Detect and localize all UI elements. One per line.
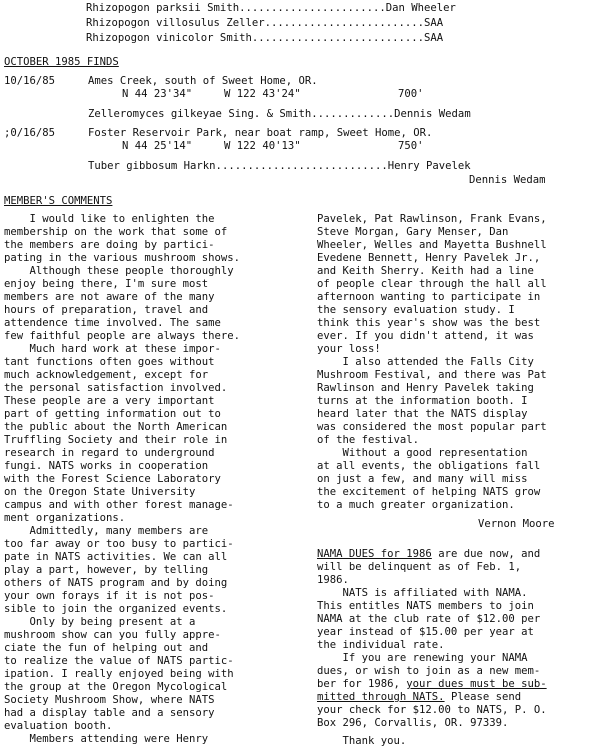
text-line: tant functions often goes without	[4, 356, 215, 368]
text-line: I would like to enlighten the	[4, 213, 215, 225]
text-line: pate in NATS activities. We can all	[4, 551, 228, 563]
text-line: the sensory evaluation study. I	[317, 304, 515, 316]
text-line: pating in the various mushroom shows.	[4, 252, 240, 264]
text-line: on just a few, and many will miss	[317, 473, 528, 485]
find-coords: N 44 25'14" W 122 40'13"	[122, 140, 301, 152]
text-line: ciate the fun of helping out and	[4, 642, 209, 654]
text-line: turns at the information booth. I	[317, 395, 528, 407]
text-line: dues, or wish to join as a new mem-	[317, 665, 541, 677]
text-line: to a much greater organization.	[317, 499, 515, 511]
text-line: the personal satisfaction involved.	[4, 382, 228, 394]
find-species: Tuber gibbosum Harkn...........................Henry Pavelek	[88, 160, 471, 172]
text-line: evaluation booth.	[4, 720, 113, 732]
text-line: Rawlinson and Henry Pavelek taking	[317, 382, 534, 394]
text-line: year instead of $15.00 per year at	[317, 626, 534, 638]
text-line: sible to join the organized events.	[4, 603, 228, 615]
text-line: others of NATS program and by doing	[4, 577, 228, 589]
text-line: of people clear through the hall all	[317, 278, 547, 290]
dues-heading: NAMA DUES for 1986	[317, 548, 432, 560]
text-line: afternoon wanting to participate in	[317, 291, 541, 303]
text-line: your loss!	[317, 343, 381, 355]
text-line: the group at the Oregon Mycological	[4, 681, 228, 693]
find-elevation: 750'	[398, 140, 424, 152]
text-line: Much hard work at these impor-	[4, 343, 221, 355]
text-line: Truffling Society and their role in	[4, 434, 228, 446]
text-line: Evedene Bennett, Henry Pavelek Jr.,	[317, 252, 541, 264]
leader-dots: .............	[311, 108, 395, 120]
text-line: much acknowledgement, except for	[4, 369, 209, 381]
comments-heading: MEMBER'S COMMENTS	[4, 195, 113, 207]
dues-line: mitted through NATS. Please send	[317, 691, 522, 703]
dues-body	[317, 561, 540, 678]
text-line: the excitement of helping NATS grow	[317, 486, 541, 498]
text-line: 1986.	[317, 574, 349, 586]
find-elevation: 700'	[398, 88, 424, 100]
text-line: part of getting information out to	[4, 408, 221, 420]
find-species: Zelleromyces gilkeyae Sing. & Smith.............Dennis Wedam	[88, 108, 471, 120]
text-line: your own forays if it is not pos-	[4, 590, 215, 602]
find-location: Ames Creek, south of Sweet Home, OR.	[88, 75, 318, 87]
text-line: ipation. I really enjoyed being with	[4, 668, 234, 680]
find-date: 10/16/85	[4, 75, 56, 87]
text-line: NATS is affiliated with NAMA.	[317, 587, 528, 599]
text-line: I also attended the Falls City	[317, 356, 534, 368]
species-line: Rhizopogon vinicolor Smith...........................SAA	[86, 32, 444, 44]
dues-line: Box 296, Corvallis, OR. 97339.	[317, 717, 509, 729]
text-line: NAMA at the club rate of $12.00 per	[317, 613, 541, 625]
right-column	[317, 213, 547, 512]
text-line: ever. If you didn't attend, it was	[317, 330, 534, 342]
find-collector: Dennis Wedam	[469, 174, 546, 186]
text-line: This entitles NATS members to join	[317, 600, 534, 612]
thanks: Thank you.	[317, 735, 407, 747]
leader-dots: ..........................	[221, 160, 388, 172]
text-line: membership on the work that some of	[4, 226, 228, 238]
finds-heading: OCTOBER 1985 FINDS	[4, 56, 119, 68]
text-line: mushroom show can you fully appre-	[4, 629, 221, 641]
text-line: was considered the most popular part	[317, 421, 547, 433]
find-location: Foster Reservoir Park, near boat ramp, Sweet Home, OR.	[88, 127, 433, 139]
text-line: Although these people thoroughly	[4, 265, 234, 277]
text-line: heard later that the NATS display	[317, 408, 528, 420]
text-line: to realize the value of NATS partic-	[4, 655, 234, 667]
text-line: ment organizations.	[4, 512, 126, 524]
species-line: Rhizopogon villosulus Zeller.........................SAA	[86, 17, 444, 29]
text-line: fungi. NATS works in cooperation	[4, 460, 209, 472]
leader-dots: .......................	[239, 2, 386, 14]
text-line: the members are doing by partici-	[4, 239, 215, 251]
text-line: Admittedly, many members are	[4, 525, 209, 537]
find-coords: N 44 23'34" W 122 43'24"	[122, 88, 301, 100]
text-line: Wheeler, Welles and Mayetta Bushnell	[317, 239, 547, 251]
text-line: campus and with other forest manage-	[4, 499, 234, 511]
text-line: members are not aware of the many	[4, 291, 215, 303]
left-column	[4, 213, 240, 746]
text-line: These people are a very important	[4, 395, 215, 407]
text-line: had a display table and a sensory	[4, 707, 215, 719]
species-line: Rhizopogon parksii Smith.......................Dan Wheeler	[86, 2, 456, 14]
signature: Vernon Moore	[478, 518, 555, 530]
text-line: Without a good representation	[317, 447, 528, 459]
text-line: Mushroom Festival, and there was Pat	[317, 369, 547, 381]
text-line: enjoy being there, I'm sure most	[4, 278, 209, 290]
text-line: hours of preparation, travel and	[4, 304, 209, 316]
text-line: at all events, the obligations fall	[317, 460, 541, 472]
find-date: ;0/16/85	[4, 127, 56, 139]
text-line: too far away or too busy to partici-	[4, 538, 234, 550]
dues-line: your check for $12.00 to NATS, P. O.	[317, 704, 547, 716]
leader-dots: ...........................	[251, 32, 425, 44]
text-line: of the festival.	[317, 434, 420, 446]
text-line: the public about the North American	[4, 421, 228, 433]
text-line: Only by being present at a	[4, 616, 196, 628]
text-line: on the Oregon State University	[4, 486, 196, 498]
text-line: Members attending were Henry	[4, 733, 209, 745]
text-line: Pavelek, Pat Rawlinson, Frank Evans,	[317, 213, 547, 225]
text-line: research in regard to underground	[4, 447, 215, 459]
text-line: think this year's show was the best	[317, 317, 541, 329]
dues-line: ber for 1986, your dues must be sub-	[317, 678, 547, 690]
text-line: Steve Morgan, Gary Menser, Dan	[317, 226, 509, 238]
text-line: will be delinquent as of Feb. 1,	[317, 561, 522, 573]
dues-first-line: NAMA DUES for 1986 are due now, and	[317, 548, 541, 560]
text-line: attendence time involved. The same	[4, 317, 221, 329]
text-line: Society Mushroom Show, where NATS	[4, 694, 215, 706]
text-line: the individual rate.	[317, 639, 445, 651]
text-line: few faithful people are always there.	[4, 330, 240, 342]
text-line: and Keith Sherry. Keith had a line	[317, 265, 534, 277]
text-line: If you are renewing your NAMA	[317, 652, 528, 664]
text-line: play a part, however, by telling	[4, 564, 209, 576]
text-line: with the Forest Science Laboratory	[4, 473, 221, 485]
leader-dots: .........................	[264, 17, 425, 29]
